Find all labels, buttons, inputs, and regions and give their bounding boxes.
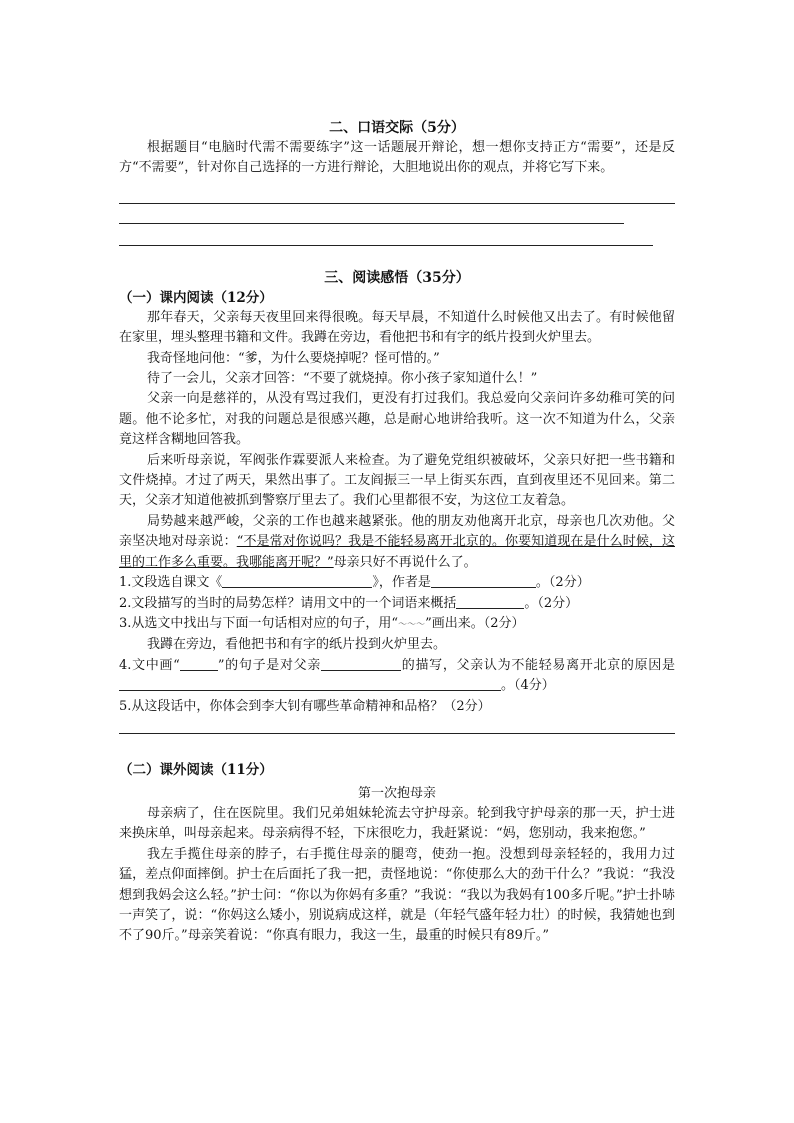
question-text: 4.文中画“	[119, 657, 180, 673]
answer-line-3[interactable]	[119, 245, 653, 246]
wavy-line-mark: ～～～	[398, 619, 426, 630]
answer-blank[interactable]	[431, 573, 536, 588]
question-text: ”的句子是对父亲	[217, 657, 322, 673]
question-2	[119, 594, 675, 614]
underlined-sentence: “不是常对你说吗？我是不能轻易离开北京的。你要知道现在是什么时候，这里的工作多么重要。我哪能离开呢？”	[119, 534, 675, 570]
passage-paragraph: 我左手揽住母亲的脖子，右手揽住母亲的腿弯，使劲一抱。没想到母亲轻轻的，我用力过猛，差点仰面摔倒。护士在后面托了我一把，责怪地说：“你使那么大的劲干什么？”我说：“我没想到我妈会这么轻。”护士问：“你以为你妈有多重？”我说：“我以为我妈有100多斤呢。”护士扑哧一声笑了，说：“你妈这么矮小，别说病成这样，就是（年轻气盛年轻力壮）的时候，我猜她也到不了90斤。”母亲笑着说：“你真有眼力，我这一生，最重的时候只有89斤。”	[119, 846, 675, 944]
answer-blank[interactable]	[321, 656, 401, 671]
section-title-reading: 三、阅读感悟（35分）	[324, 269, 470, 286]
passage-paragraph: 母亲病了，住在医院里。我们兄弟姐妹轮流去守护母亲。轮到我守护母亲的那一天，护士进来换床单，叫母亲起来。母亲病得不轻，下床很吃力，我赶紧说：“妈，您别动，我来抱您。”	[119, 805, 675, 842]
subsection-title-extra: （二）课外阅读（11分）	[119, 761, 273, 778]
document-page	[119, 112, 675, 947]
section-title-oral: 二、口语交际（5分）	[329, 120, 465, 136]
passage-text: 局势越来越严峻，父亲的工作也越来越紧张。他的朋友劝他离开北京，母亲也几次劝他。父亲坚决地对母亲说：	[119, 513, 675, 550]
answer-blank[interactable]	[456, 594, 524, 609]
oral-prompt: 根据题目“电脑时代需不需要练字”这一话题展开辩论，想一想你支持正方“需要”，还是反方“不需要”，针对你自己选择的一方进行辩论，大胆地说出你的观点，并将它写下来。	[119, 140, 675, 176]
question-5: 5.从这段话中，你体会到李大钊有哪些革命精神和品格？（2分）	[119, 698, 491, 714]
question-1	[119, 573, 675, 593]
question-text: 的描写，父亲认为不能轻易离开北京的原因是	[401, 657, 675, 673]
question-text: ”画出来。（2分）	[425, 615, 525, 631]
passage-paragraph: 父亲一向是慈祥的，从没有骂过我们，更没有打过我们。我总爱向父亲问许多幼稚可笑的问题。他不论多忙，对我的问题总是很感兴趣，总是耐心地讲给我听。这一次不知道为什么，父亲竟这样含糊地回答我。	[119, 391, 675, 448]
underline-mark	[180, 656, 218, 671]
passage-paragraph	[119, 512, 675, 573]
question-text: 3.从选文中找出与下面一句话相对应的句子，用“	[119, 615, 399, 631]
question-3	[119, 614, 675, 635]
passage-paragraph: 待了一会儿，父亲才回答：“不要了就烧掉。你小孩子家知道什么！”	[147, 371, 538, 387]
question-text: 。（2分）	[524, 595, 579, 611]
passage-paragraph: 那年春天，父亲每天夜里回来得很晚。每天早晨，不知道什么时候他又出去了。有时候他留在家里，埋头整理书籍和文件。我蹲在旁边，看他把书和有字的纸片投到火炉里去。	[119, 309, 675, 346]
question-text: 》，作者是	[372, 575, 431, 591]
passage-title: 第一次抱母亲	[357, 785, 436, 801]
question-text: 。（4分）	[501, 678, 555, 694]
answer-blank[interactable]	[222, 573, 372, 588]
passage-paragraph: 我奇怪地问他：“爹，为什么要烧掉呢？怪可惜的。”	[147, 350, 440, 366]
answer-line-q5[interactable]	[119, 733, 675, 734]
question-text: 1.文段选自课文《	[119, 575, 223, 591]
answer-line-2[interactable]	[119, 223, 624, 224]
passage-text: 母亲只好不再说什么了。	[333, 554, 477, 570]
question-text: 。（2分）	[535, 575, 590, 591]
question-4	[119, 656, 675, 697]
passage-paragraph: 后来听母亲说，军阀张作霖要派人来检查。为了避免党组织被破坏，父亲只好把一些书籍和文件烧掉。才过了两天，果然出事了。工友阎振三一早上街买东西，直到夜里还不见回来。第二天，父亲才知道他被抓到警察厅里去了。我们心里都很不安，为这位工友着急。	[119, 452, 675, 509]
subsection-title-in-class: （一）课内阅读（12分）	[119, 289, 273, 306]
answer-blank[interactable]	[119, 676, 501, 691]
reference-sentence: 我蹲在旁边，看他把书和有字的纸片投到火炉里去。	[147, 637, 447, 653]
answer-line-1[interactable]	[119, 203, 675, 204]
question-text: 2.文段描写的当时的局势怎样？请用文中的一个词语来概括	[119, 595, 457, 611]
